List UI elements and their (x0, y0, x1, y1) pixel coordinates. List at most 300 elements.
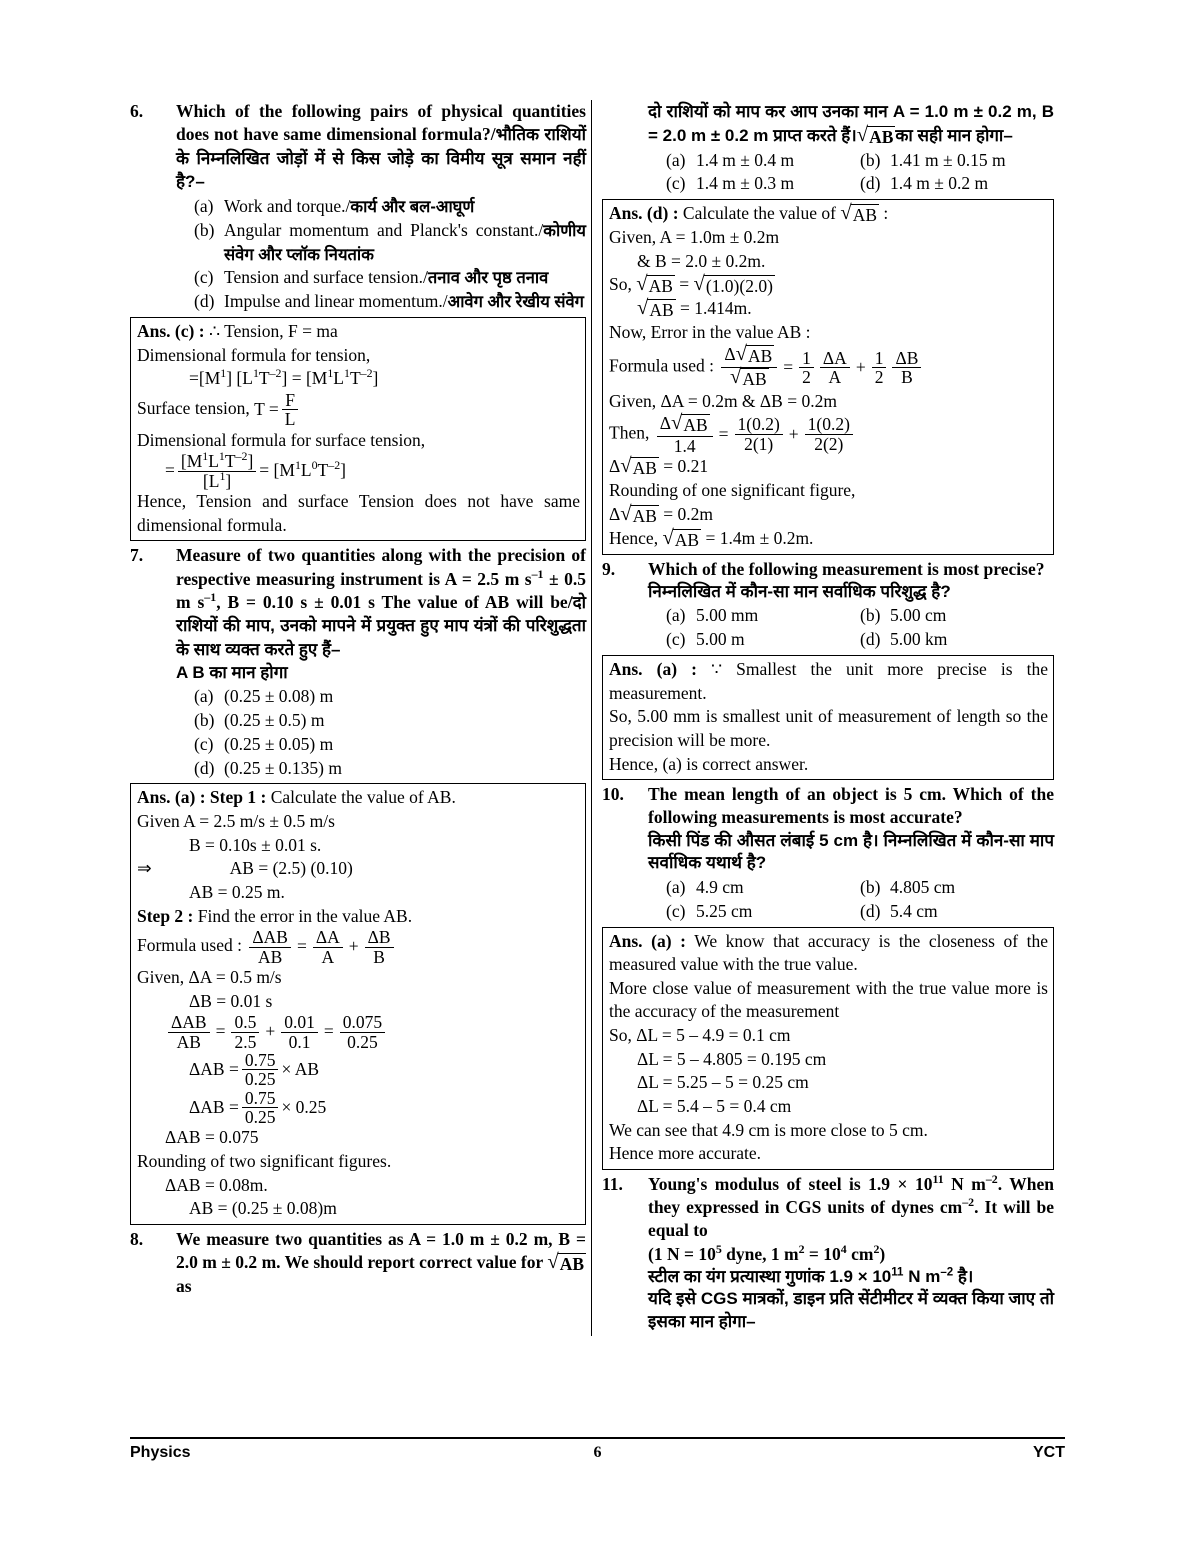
answer-10-text-1: We know that accuracy is the closeness of the measured value with the true value. (609, 930, 1049, 975)
answer-7-step2-tag: Step 2 : (137, 905, 194, 926)
fraction-denominator: AB (176, 1031, 201, 1052)
left-column (130, 100, 592, 1336)
radical-sign: √ (670, 411, 683, 434)
option-c-text (224, 266, 586, 290)
fraction-numerator: 0.075 (340, 1013, 385, 1032)
answer-9-tag: Ans. (a) : (609, 659, 697, 680)
fraction-dA-A (820, 349, 850, 387)
eq-sign: = (679, 274, 690, 295)
option-c[interactable] (194, 733, 586, 757)
fraction-numerator: ΔA (820, 349, 850, 368)
question-7-stem-en-2: ± 0.5 m s (176, 568, 586, 612)
question-11 (602, 1173, 1054, 1334)
answer-7-dab-value: ΔAB = 0.075 (165, 1127, 259, 1148)
option-d-text: 1.4 m ± 0.2 m (890, 173, 989, 194)
then-label: Then, (609, 422, 650, 443)
fraction-denominator: 1.4 (673, 435, 696, 456)
eq-sign: = (718, 423, 729, 444)
answer-7-formula-math (246, 928, 396, 966)
option-c-text: 5.25 cm (696, 900, 753, 921)
option-a-en: Work and torque./ (224, 196, 351, 217)
option-b-text: 5.00 cm (890, 605, 947, 626)
answer-8-delta-rounded-value: = 0.2m (663, 503, 714, 524)
fraction-102-22 (805, 415, 853, 453)
question-7-stem-en-1: Measure of two quantities along with the precision of respective measuring instrument is A = 2.5 m s (176, 545, 586, 589)
footer-rule (130, 1437, 1065, 1439)
option-c-text: (0.25 ± 0.05) m (224, 733, 334, 754)
question-9-stem-hi: निम्नलिखित में कौन-सा मान सर्वाधिक परिशुद्ध है? (648, 581, 951, 601)
option-b-label: (b) (860, 876, 881, 897)
conv-sup-4: 2 (873, 1241, 880, 1256)
question-6-stem-en: Which of the following pairs of physical quantities does not have same dimensional formula?/ (176, 101, 586, 145)
option-d-en: Impulse and linear momentum./ (224, 291, 448, 312)
sqrt-icon-ab (636, 275, 675, 297)
option-c-hi: तनाव और पृष्ठ तनाव (427, 269, 549, 288)
question-7-number: 7. (130, 545, 144, 566)
footer-page-number: 6 (593, 1444, 602, 1461)
question-7-stem-hi-2: A B का मान होगा (176, 662, 288, 682)
answer-8-given-b: & B = 2.0 ± 0.2m. (637, 250, 766, 271)
question-8-cont-stem (648, 100, 1054, 196)
eq-sign: = (783, 356, 794, 377)
question-7-stem-en-3: , B = 0.10 s ± 0.01 s The value of AB will be/ (216, 591, 573, 612)
question-8-stem (176, 1228, 586, 1299)
delta-sign: Δ (724, 344, 736, 365)
radicand: AB (632, 458, 657, 478)
answer-8-rounding: Rounding of one significant figure, (609, 480, 856, 500)
fraction-denominator: 0.25 (244, 1069, 276, 1090)
option-a[interactable] (194, 195, 586, 219)
fraction-1-2-b (872, 349, 887, 387)
option-a-label: (a) (666, 149, 686, 170)
answer-8-sqrt-result: = 1.414m. (680, 298, 752, 319)
footer-publisher: YCT (1032, 1444, 1065, 1461)
answer-6-tag: Ans. (c) : (137, 321, 205, 342)
option-c[interactable] (666, 628, 860, 652)
option-c-text: 1.4 m ± 0.3 m (696, 173, 795, 194)
answer-7-formula (137, 928, 580, 966)
fraction-075-025 (242, 1051, 279, 1089)
option-b[interactable] (860, 604, 1054, 628)
answer-7-head (137, 786, 580, 810)
option-d-label: (d) (194, 291, 215, 312)
option-d-hi: आवेग और रेखीय संवेग (447, 293, 584, 312)
answer-10-dl-4: ΔL = 5.4 – 5 = 0.4 cm (637, 1095, 792, 1116)
conv-sup-2: 2 (798, 1241, 805, 1256)
option-b-label: (b) (194, 219, 215, 240)
answer-7-rounding: Rounding of two significant figures. (137, 1151, 392, 1172)
fraction-denominator: 2 (874, 367, 884, 388)
question-7 (130, 544, 586, 780)
answer-7-ab-line (137, 857, 580, 881)
option-d[interactable] (194, 290, 586, 314)
fraction-dsqrtAB-14 (657, 411, 713, 456)
option-c[interactable] (194, 266, 586, 290)
option-c-label: (c) (666, 900, 686, 921)
answer-10-text-2: More close value of measurement with the true value more is the accuracy of the measurement (609, 977, 1048, 1022)
question-11-hi-1: स्टील का यंग प्रत्यास्था गुणांक 1.9 × 10 (648, 1266, 892, 1286)
option-d[interactable] (860, 628, 1054, 652)
question-7-options (176, 685, 586, 780)
eq-sign: = (215, 1021, 226, 1042)
option-a[interactable] (666, 876, 860, 900)
sqrt-icon (730, 368, 769, 390)
answer-8-formula-math (718, 345, 924, 390)
radicand: AB (559, 1254, 585, 1275)
fraction-denominator: 0.25 (244, 1107, 276, 1128)
answer-6-text-2: Dimensional formula for tension, (137, 344, 371, 365)
answer-9-text-2: So, 5.00 mm is smallest unit of measurement of length so the precision will be more. (609, 706, 1048, 750)
answer-9-line-1 (609, 658, 1048, 705)
answer-7-ab-value: AB = 0.25 m. (189, 881, 285, 902)
delta-sign: Δ (659, 412, 671, 433)
question-11-hi-sup-2: –2 (940, 1266, 954, 1279)
option-d-text: 5.00 km (890, 629, 948, 650)
radical-sign: √ (730, 366, 742, 389)
option-a-label: (a) (666, 876, 686, 897)
option-a-text (224, 195, 586, 219)
option-a-label: (a) (666, 605, 686, 626)
answer-6-dim-st-math (165, 449, 346, 491)
question-6-stem-hi: भौतिक राशियों के निम्नलिखित जोड़ों में से किस जोड़े का विमीय सूत्र समान नहीं है?– (176, 125, 586, 192)
dab-lhs: ΔAB = (189, 1096, 239, 1117)
plus-sign: + (348, 936, 359, 957)
answer-7-dab-1 (137, 1051, 580, 1089)
option-c-label: (c) (666, 173, 686, 194)
answer-box-6 (130, 317, 586, 541)
option-b[interactable] (194, 219, 586, 267)
radical-sign: √ (636, 273, 648, 296)
answer-6-dim-st (137, 449, 580, 491)
option-a-hi: कार्य और बल-आघूर्ण (350, 198, 475, 217)
question-6-options (176, 195, 586, 314)
answer-6-surface-tension (137, 391, 580, 429)
option-a-text: 5.00 mm (696, 605, 759, 626)
option-b-text (224, 219, 586, 267)
fraction-dAB-AB (249, 928, 291, 966)
conv-5: ) (879, 1243, 886, 1264)
fraction-dB-B (365, 928, 394, 966)
answer-10-tag: Ans. (a) : (609, 930, 686, 951)
radical-sign: √ (620, 455, 632, 477)
option-a-label: (a) (194, 686, 214, 707)
option-c-label: (c) (194, 267, 214, 288)
fraction-numerator: 0.75 (242, 1089, 279, 1108)
question-7-stem-hi: दो राशियों की माप, उनको मापने में प्रयुक्त हुए माप यंत्रों की परिशुद्धता के साथ व्यक्त करते हुए हैं– (176, 592, 586, 660)
answer-7-given-b: B = 0.10s ± 0.01 s. (189, 834, 322, 855)
radical-sign: √ (547, 1251, 559, 1274)
answer-box-7 (130, 783, 586, 1225)
radical-sign: √ (662, 526, 674, 549)
fraction-denominator: 2(1) (744, 433, 774, 454)
fraction-dA-A (313, 928, 343, 966)
fraction-075-025-b (242, 1089, 279, 1127)
radicand: AB (674, 529, 700, 550)
answer-9-text-1: ∵ Smallest the unit more precise is the measurement. (609, 659, 1048, 703)
answer-7-dab-1-math (189, 1051, 319, 1089)
radicand: AB (632, 505, 657, 526)
answer-7-dab-2-math (189, 1089, 326, 1127)
fraction-dim-st (178, 449, 256, 491)
question-11-hi-4: यदि इसे CGS मात्रकों, डाइन प्रति सेंटीमीटर में व्यक्त किया जाए तो इसका मान होगा– (648, 1289, 1054, 1332)
fraction-denominator: B (373, 946, 385, 967)
option-d-label: (d) (194, 757, 215, 778)
colon: : (883, 203, 889, 224)
option-d-text: 5.4 cm (890, 900, 938, 921)
answer-7-given-db: ΔB = 0.01 s (189, 990, 273, 1011)
sqrt-icon (620, 457, 659, 479)
plus-sign: + (265, 1021, 276, 1042)
question-11-number: 11. (602, 1173, 623, 1194)
answer-8-delta-result: = 0.21 (663, 456, 709, 477)
conv-2: dyne, 1 m (721, 1243, 799, 1264)
fraction-0075-025 (340, 1013, 385, 1051)
answer-7-given-a: Given A = 2.5 m/s ± 0.5 m/s (137, 811, 335, 832)
question-11-sup-c: –2 (962, 1195, 975, 1210)
dab-lhs: ΔAB = (189, 1059, 239, 1080)
answer-10-text-4: Hence more accurate. (609, 1143, 762, 1164)
answer-8-head (609, 202, 1048, 226)
formula-label: Formula used : (609, 355, 714, 376)
option-a-label: (a) (194, 196, 214, 217)
fraction-numerator: 1 (872, 349, 887, 368)
fraction-denominator: A (828, 367, 842, 388)
answer-7-step1-text: Calculate the value of AB. (270, 787, 456, 808)
conv-1: (1 N = 10 (648, 1243, 716, 1264)
answer-8-formula (609, 345, 1048, 390)
fraction-05-25 (231, 1013, 259, 1051)
option-b[interactable] (860, 876, 1054, 900)
question-11-stem-c: . When they expressed in CGS units of dynes cm (648, 1173, 1054, 1218)
question-9 (602, 558, 1054, 652)
answer-7-step2 (137, 905, 580, 929)
question-11-stem (648, 1173, 1054, 1334)
question-9-number: 9. (602, 558, 616, 579)
sqrt-icon (662, 526, 701, 551)
question-9-stem (648, 558, 1054, 652)
question-11-stem-hi (648, 1266, 1054, 1289)
answer-6-text-3: Dimensional formula for surface tension, (137, 429, 426, 450)
conv-3: = 10 (804, 1243, 841, 1264)
option-c[interactable] (666, 900, 860, 924)
two-column-layout (130, 100, 1065, 1336)
fraction-001-01 (281, 1013, 318, 1051)
implies-icon: ⇒ (137, 858, 152, 879)
question-8 (130, 1228, 586, 1299)
radicand: AB (649, 300, 674, 321)
fraction-numerator: ΔB (365, 928, 394, 947)
fraction-denominator: A (321, 946, 335, 967)
question-7-sup-1: –1 (531, 566, 544, 581)
option-d[interactable] (860, 172, 1054, 196)
answer-8-delta-rounded (609, 503, 1048, 527)
answer-8-sqrt-line (609, 273, 1048, 297)
fraction-numerator: 0.01 (281, 1013, 318, 1032)
fraction-denominator: B (901, 367, 913, 388)
eq-sign: = (165, 460, 175, 481)
question-9-options (648, 604, 1054, 652)
question-10-number: 10. (602, 784, 624, 805)
option-b-text: (0.25 ± 0.5) m (224, 710, 325, 731)
question-11-stem-d: . It will be equal to (648, 1197, 1054, 1241)
fraction-numerator: 0.5 (231, 1013, 259, 1032)
radicand: AB (869, 126, 894, 147)
conv-sup-1: 5 (715, 1241, 722, 1256)
question-8-options (648, 149, 1054, 197)
answer-6-st-formula (254, 391, 301, 429)
fraction-denominator: AB (258, 946, 283, 967)
page-footer (130, 1444, 1065, 1462)
option-a[interactable] (666, 604, 860, 628)
question-8-stem-hi-1: दो राशियों को माप कर आप उनका मान A = 1.0 m ± 0.2 m, B = 2.0 m ± 0.2 m प्राप्त करते हैं। (648, 102, 1054, 145)
delta-sign: Δ (609, 456, 621, 477)
radical-sign: √ (840, 202, 852, 225)
radicand: (1.0)(2.0) (705, 276, 773, 297)
question-6 (130, 100, 586, 314)
answer-7-tag: Ans. (a) : (137, 787, 206, 808)
plus-sign: + (788, 423, 799, 444)
answer-7-dab-rounded: ΔAB = 0.08m. (165, 1174, 268, 1195)
fraction-denominator: 0.25 (347, 1031, 378, 1052)
question-11-sup-b: –2 (985, 1171, 998, 1186)
answer-8-given-a: Given, A = 1.0m ± 0.2m (609, 227, 780, 248)
option-d-label: (d) (860, 900, 881, 921)
fraction-denominator: 2(2) (814, 433, 844, 454)
answer-8-sqrt-value (609, 297, 1048, 321)
option-d-text: (0.25 ± 0.135) m (224, 757, 342, 778)
answer-6-st-eq: T = (254, 399, 279, 420)
question-11-sup-a: 11 (932, 1171, 944, 1186)
sqrt-icon (637, 299, 676, 321)
dab-rhs: × AB (281, 1059, 320, 1080)
answer-10-line-1 (609, 930, 1048, 977)
option-a-text: 1.4 m ± 0.4 m (696, 149, 795, 170)
option-a[interactable] (666, 149, 860, 173)
answer-9-text-3: Hence, (a) is correct answer. (609, 753, 809, 774)
footer-subject: Physics (130, 1444, 191, 1461)
option-c-en: Tension and surface tension./ (224, 267, 428, 288)
option-b[interactable] (860, 149, 1054, 173)
dab-rhs: × 0.25 (281, 1096, 327, 1117)
question-6-number: 6. (130, 101, 144, 121)
answer-7-step1-tag: Step 1 : (209, 787, 267, 808)
answer-10-dl-3: ΔL = 5.25 – 5 = 0.25 cm (637, 1072, 809, 1093)
question-11-conversion (648, 1243, 1054, 1266)
option-b-text: 1.41 m ± 0.15 m (890, 149, 1006, 170)
answer-10-dl-2: ΔL = 5 – 4.805 = 0.195 cm (637, 1048, 827, 1069)
fraction-numerator: ΔA (313, 928, 343, 947)
fraction-102-21 (735, 415, 783, 453)
option-b-en: Angular momentum and Planck's constant./ (224, 219, 544, 240)
fraction-denominator: L (284, 409, 296, 430)
option-d[interactable] (194, 757, 586, 781)
question-10-options (648, 876, 1054, 924)
option-b-hi: कोणीय संवेग और प्लॉक नियतांक (224, 221, 586, 264)
radical-sign: √ (735, 343, 747, 366)
radicand: AB (742, 369, 767, 390)
option-b-label: (b) (860, 149, 881, 170)
question-11-hi-3: है। (953, 1266, 974, 1286)
sqrt-icon (840, 204, 879, 226)
eq-sign: = (296, 936, 307, 957)
sqrt-icon-product (694, 275, 775, 297)
radical-sign: √ (637, 297, 649, 320)
answer-7-dab-2 (137, 1089, 580, 1127)
fraction-numerator (721, 345, 777, 368)
option-b-label: (b) (860, 605, 881, 626)
delta-sign: Δ (609, 503, 621, 524)
answer-8-then-math (654, 411, 856, 456)
fraction-denominator: 2 (802, 367, 811, 388)
option-d-text (224, 290, 586, 314)
radicand: AB (648, 276, 673, 297)
option-a-text: (0.25 ± 0.08) m (224, 686, 334, 707)
sqrt-icon (670, 411, 710, 436)
option-b-label: (b) (194, 710, 215, 731)
radicand: AB (852, 205, 877, 226)
answer-8-head-text: Calculate the value of (682, 203, 836, 224)
answer-7-given-da: Given, ΔA = 0.5 m/s (137, 966, 282, 987)
answer-7-ratio-math (165, 1013, 388, 1051)
question-11-stem-b: N m (943, 1173, 986, 1194)
question-10-stem-hi: किसी पिंड की औसत लंबाई 5 cm है। निम्नलिखित में कौन-सा माप सर्वाधिक यथार्थ है? (648, 830, 1054, 873)
sqrt-icon (856, 123, 896, 148)
sqrt-icon (736, 345, 775, 367)
answer-7-step2-text: Find the error in the value AB. (197, 905, 413, 926)
option-c-label: (c) (194, 733, 214, 754)
fraction-1-2-a (799, 349, 814, 387)
answer-6-text-1: ∴ Tension, F = ma (208, 321, 338, 342)
fraction-numerator (657, 411, 713, 437)
option-d-label: (d) (860, 629, 881, 650)
answer-8-error-label: Now, Error in the value AB : (609, 322, 811, 343)
sqrt-icon (547, 1253, 586, 1275)
answer-7-ratio (137, 1013, 580, 1051)
question-7-stem (176, 544, 586, 780)
formula-label: Formula used : (137, 935, 242, 956)
option-d-label: (d) (860, 173, 881, 194)
fraction-denominator: 0.1 (288, 1031, 311, 1052)
eq-sign-2: = (323, 1021, 334, 1042)
question-8-stem-hi-2: का सही मान होगा– (895, 125, 1013, 145)
fraction-denominator (727, 368, 772, 390)
answer-6-dim-st-result: = $[M^1L^0T^{-2}]$ (259, 458, 346, 481)
question-8-number: 8. (130, 1228, 144, 1249)
option-d[interactable] (860, 900, 1054, 924)
question-11-hi-2: N m (903, 1266, 941, 1286)
answer-10-text-3: We can see that 4.9 cm is more close to 5 cm. (609, 1119, 928, 1140)
question-10 (602, 783, 1054, 923)
fraction-dAB-AB-2 (168, 1013, 210, 1051)
radical-sign: √ (620, 502, 632, 525)
answer-box-9 (602, 655, 1054, 780)
option-c[interactable] (666, 172, 860, 196)
answer-7-ab-calc: AB = (2.5) (0.10) (229, 858, 353, 879)
question-10-stem (648, 783, 1054, 923)
option-b[interactable] (194, 709, 586, 733)
right-column (592, 100, 1054, 1336)
answer-8-final-value: = 1.4m ± 0.2m. (705, 527, 814, 548)
option-a[interactable] (194, 685, 586, 709)
fraction-numerator: $[M^1L^1T^{-2}]$ (178, 452, 256, 471)
conv-sup-3: 4 (840, 1241, 847, 1256)
fraction-numerator: ΔAB (168, 1013, 210, 1032)
fraction-numerator: ΔB (892, 349, 921, 368)
question-11-stem-a: Young's modulus of steel is 1.9 × 10 (648, 1173, 933, 1194)
answer-8-final (609, 527, 1048, 551)
page-content (130, 100, 1065, 1490)
radicand: AB (683, 414, 708, 435)
